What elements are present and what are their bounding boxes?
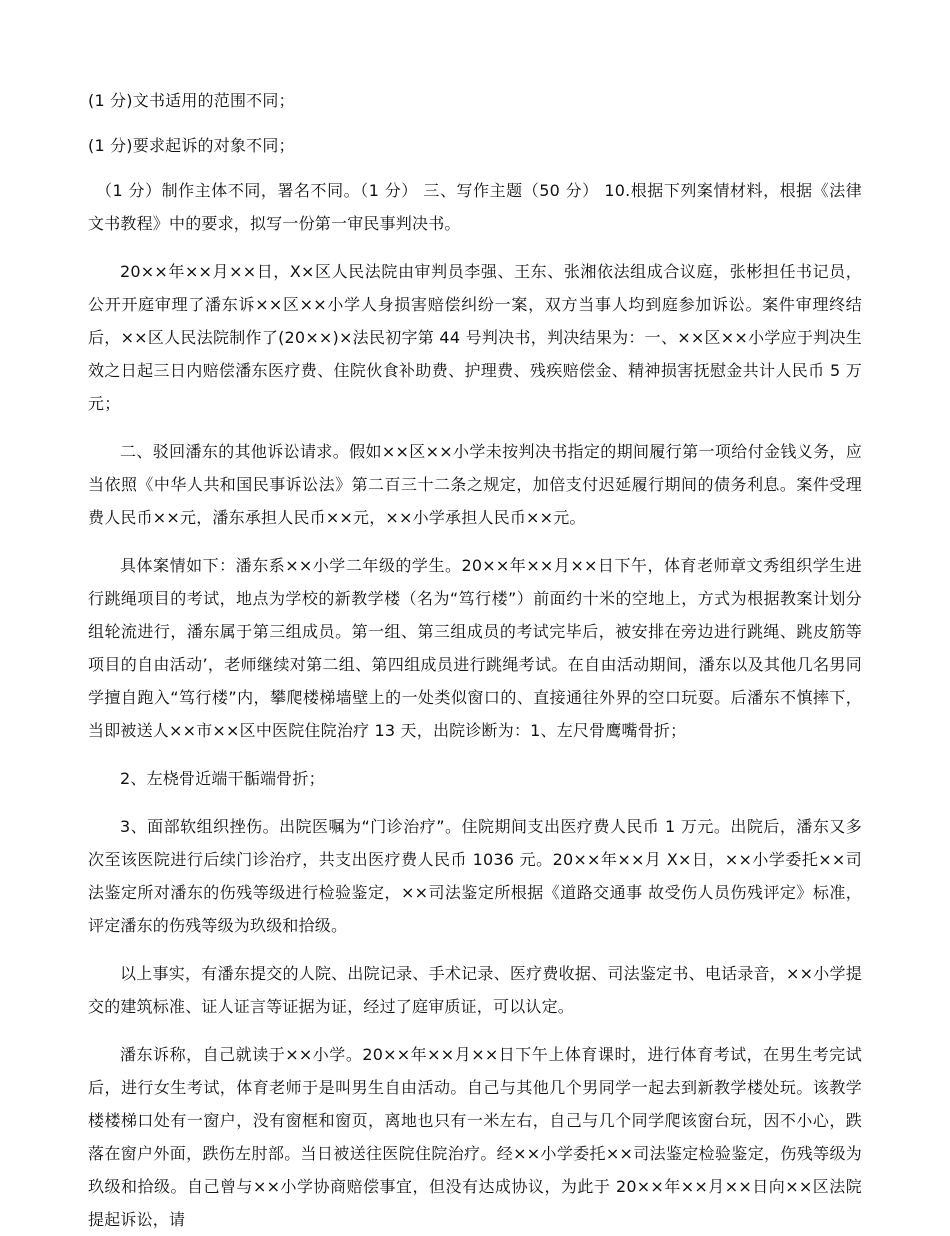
- paragraph-diagnosis-three: 3、面部软组织挫伤。出院医嘱为“门诊治疗”。住院期间支出医疗费人民币 1 万元。出院后，潘东又多次至该医院进行后续门诊治疗，共支出医疗费人民币 1036 元。20××年××月 X×日，××小学委托××司法鉴定所对潘东的伤残等级进行检验鉴定，××司法鉴定所根据《道路交通事 故受伤人员伤残评定》标准，评定潘东的伤残等级为玖级和拾级。: [88, 817, 862, 935]
- paragraph-writing-task: （1 分）制作主体不同，署名不同。（1 分） 三、写作主题（50 分） 10.根据下列案情材料，根据《法律文书教程》中的要求，拟写一份第一审民事判决书。: [88, 181, 862, 233]
- paragraph-scoring-scope: (1 分)文书适用的范围不同；: [88, 91, 295, 110]
- paragraph-diagnosis-two: 2、左桡骨近端干骺端骨折；: [120, 769, 325, 788]
- paragraph-trial-summary: 20××年××月××日，X×区人民法院由审判员李强、王东、张湘依法组成合议庭，张彬担任书记员，公开开庭审理了潘东诉××区××小学人身损害赔偿纠纷一案，双方当事人均到庭参加诉讼。案件审理终结后，××区人民法院制作了(20××)×法民初字第 44 号判决书，判决结果为：一、××区××小学应于判决生效之日起三日内赔偿潘东医疗费、住院伙食补助费、护理费、残疾赔偿金、精神损害抚慰金共计人民币 5 万元；: [88, 262, 862, 413]
- paragraph-plaintiff-claim: 潘东诉称，自己就读于××小学。20××年××月××日下午上体育课时，进行体育考试，在男生考完试后，进行女生考试，体育老师于是叫男生自由活动。自己与其他几个男同学一起去到新教学楼处玩。该教学楼楼梯口处有一窗户，没有窗框和窗页，离地也只有一米左右，自己与几个同学爬该窗台玩，因不小心，跌落在窗户外面，跌伤左肘部。当日被送往医院住院治疗。经××小学委托××司法鉴定检验鉴定，伤残等级为玖级和拾级。自己曾与××小学协商赔偿事宜，但没有达成协议，为此于 20××年××月××日向××区法院提起诉讼，请: [88, 1045, 862, 1229]
- paragraph-scoring-target: (1 分)要求起诉的对象不同；: [88, 136, 295, 155]
- paragraph-judgment-items: 二、驳回潘东的其他诉讼请求。假如××区××小学未按判决书指定的期间履行第一项给付金钱义务，应当依照《中华人共和国民事诉讼法》第二百三十二条之规定，加倍支付迟延履行期间的债务利息。案件受理费人民币××元，潘东承担人民币××元，××小学承担人民币××元。: [88, 442, 862, 527]
- paragraph-evidence: 以上事实，有潘东提交的人院、出院记录、手术记录、医疗费收据、司法鉴定书、电话录音，××小学提交的建筑标准、证人证言等证据为证，经过了庭审质证，可以认定。: [88, 964, 862, 1016]
- paragraph-case-facts: 具体案情如下：潘东系××小学二年级的学生。20××年××月××日下午，体育老师章文秀组织学生进行跳绳项目的考试，地点为学校的新教学楼（名为“笃行楼”）前面约十米的空地上，方式为根据教案计划分组轮流进行，潘东属于第三组成员。第一组、第三组成员的考试完毕后，被安排在旁边进行跳绳、跳皮筋等项目的自由活动’，老师继续对第二组、第四组成员进行跳绳考试。在自由活动期间，潘东以及其他几名男同学擅自跑入“笃行楼”内，攀爬楼梯墙壁上的一处类似窗口的、直接通往外界的空口玩耍。后潘东不慎摔下，当即被送人××市××区中医院住院治疗 13 天，出院诊断为：1、左尺骨鹰嘴骨折；: [88, 556, 862, 740]
